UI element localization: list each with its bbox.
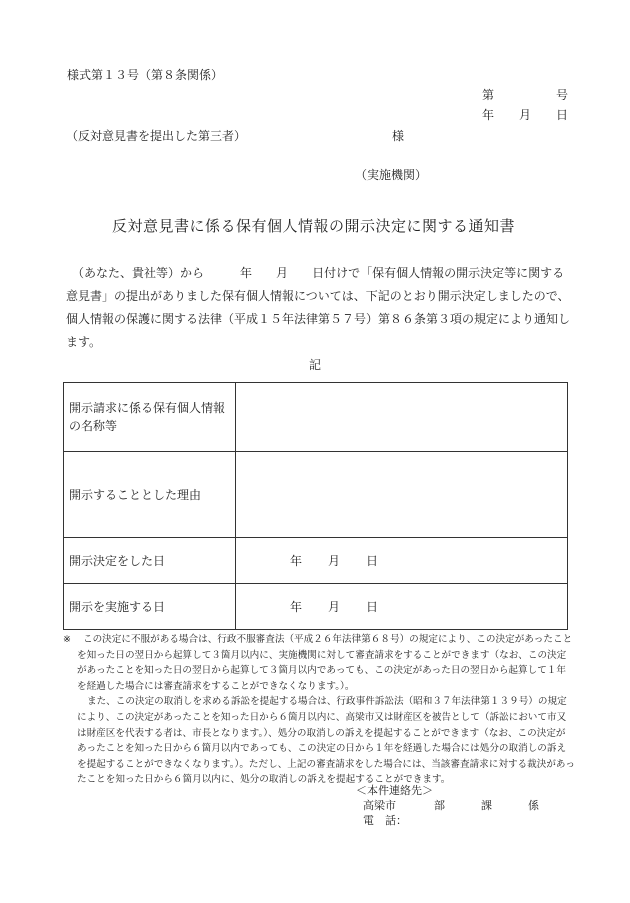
body-sender: （あなた、貴社等）から [78,266,205,280]
table-row [64,538,568,584]
disclosure-day: 日 [366,600,379,614]
contact-office [356,798,539,813]
row-label-disclosure-date: 開示を実施する日 [64,584,236,630]
date-day: 日 [556,108,569,122]
body-text: 日付けで「保有個人情報の開示決定等に関する意見書」の提出がありました保有個人情報については、下記のとおり開示決定しましたので、個人情報の保護に関する法律（平成１５年法律第５７号）第８６条第３項の規定により通知します。 [66,266,571,349]
record-table [63,382,568,630]
decision-month: 月 [328,554,341,568]
contact-block [356,783,539,828]
note-paragraph-1 [63,632,575,694]
decision-day: 日 [366,554,379,568]
disclosure-month: 月 [328,600,341,614]
contact-heading: ＜本件連絡先＞ [356,784,433,797]
table-row [64,383,568,452]
note-paragraph-2 [63,694,575,788]
note-text-1: この決定に不服がある場合は、行政不服審査法（平成２６年法律第６８号）の規定により、この決定があったことを知った日の翌日から起算して３箇月以内に、実施機関に対して審査請求をすることができます（なお、この決定があったことを知った日の翌日から起算して３箇月以内であっても、この決定があった日の翌日から起算して１年を経過した場合には審査請求をすることができなくなります。）。 [77,634,573,692]
number-suffix: 号 [556,88,569,102]
contact-city: 高梁市 [363,799,396,812]
form-number: 様式第１３号（第８条関係） [67,68,224,82]
row-label-decision-date: 開示決定をした日 [64,538,236,584]
contact-dept: 部 [434,799,445,812]
date-year: 年 [482,108,495,122]
note-text-2: また、この決定の取消しを求める訴訟を提起する場合は、行政事件訴訟法（昭和３７年法律第１３９号）の規定により、この決定があったことを知った日から６箇月以内に、高梁市又は財産区を被告として（訴訟において市又は財産区を代表する者は、市長となります。）、処分の取消しの訴えを提起することができます（なお、この決定があったことを知った日から６箇月以内であっても、この決定の日から１年を経過した場合には処分の取消しの訴えを提起することができなくなります。）。ただし、上記の審査請求をした場合には、当該審査請求に対する裁決があったことを知った日から６箇月以内に、処分の取消しの訴えを提起することができます。 [77,696,576,786]
contact-section: 課 [481,799,492,812]
ki-label: 記 [309,358,322,372]
issuer-label: （実施機関） [355,168,428,182]
body-paragraph [66,262,571,354]
decision-year: 年 [290,554,303,568]
table-row [64,452,568,538]
addressee-label: （反対意見書を提出した第三者） [66,129,247,143]
document-title: 反対意見書に係る保有個人情報の開示決定に関する通知書 [112,217,516,235]
row-label-reason: 開示することとした理由 [64,452,236,538]
disclosure-year: 年 [290,600,303,614]
note-mark: ※ [63,634,72,645]
body-year: 年 [240,266,253,280]
row-value-info-name [236,383,568,452]
row-value-decision-date [236,538,568,584]
row-value-reason [236,452,568,538]
table-row [64,584,568,630]
appeal-note [63,632,575,788]
date-month: 月 [519,108,532,122]
contact-unit: 係 [528,799,539,812]
body-month: 月 [276,266,289,280]
row-label-info-name: 開示請求に係る保有個人情報の名称等 [64,383,236,452]
contact-phone: 電 話： [363,814,407,827]
addressee-honorific: 様 [392,129,405,143]
row-value-disclosure-date [236,584,568,630]
number-prefix: 第 [482,88,495,102]
